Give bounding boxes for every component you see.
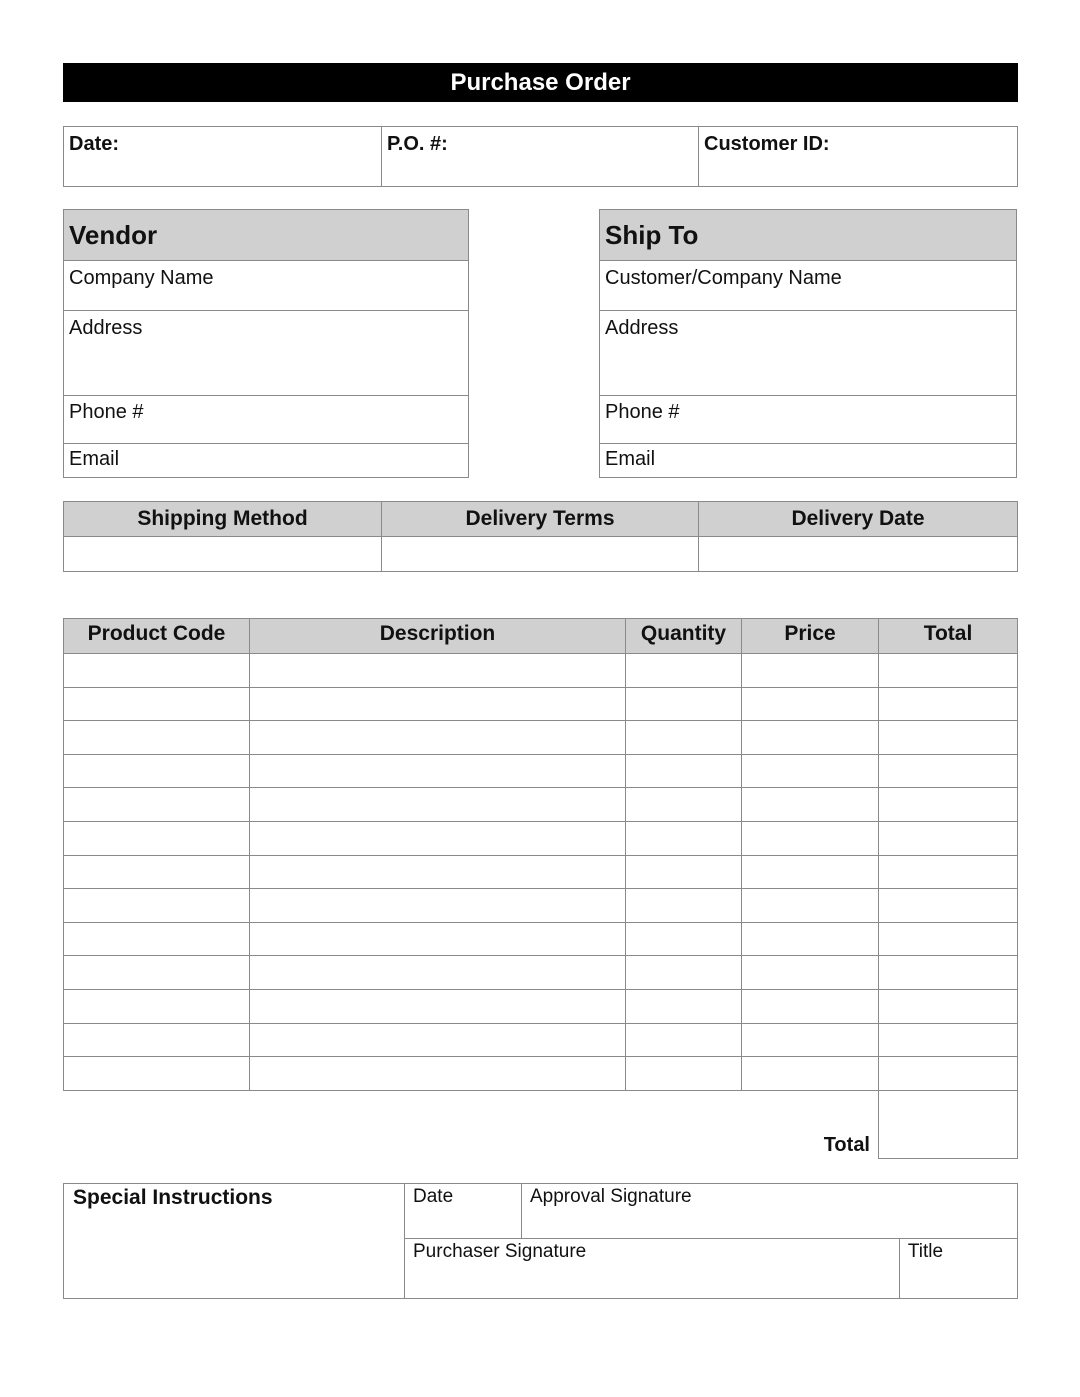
product-code-cell[interactable] xyxy=(64,687,250,721)
total-cell[interactable] xyxy=(879,889,1018,923)
vendor-phone-field[interactable]: Phone # xyxy=(64,396,469,444)
price-cell[interactable] xyxy=(742,821,879,855)
customer-id-field[interactable] xyxy=(699,127,1018,187)
date-field[interactable] xyxy=(64,127,382,187)
total-cell[interactable] xyxy=(879,687,1018,721)
total-cell[interactable] xyxy=(879,1023,1018,1057)
product-code-cell[interactable] xyxy=(64,654,250,688)
price-cell[interactable] xyxy=(742,754,879,788)
price-cell[interactable] xyxy=(742,654,879,688)
product-code-cell[interactable] xyxy=(64,855,250,889)
quantity-cell[interactable] xyxy=(626,687,742,721)
table-row xyxy=(64,855,1018,889)
price-cell[interactable] xyxy=(742,956,879,990)
line-items-body xyxy=(64,654,1018,1091)
product-code-cell[interactable] xyxy=(64,821,250,855)
vendor-email-field[interactable]: Email xyxy=(64,444,469,478)
total-cell[interactable] xyxy=(879,821,1018,855)
quantity-cell[interactable] xyxy=(626,989,742,1023)
ship-to-phone-field[interactable]: Phone # xyxy=(600,396,1017,444)
total-cell[interactable] xyxy=(879,1057,1018,1091)
quantity-cell[interactable] xyxy=(626,754,742,788)
date-label: Date: xyxy=(69,133,120,155)
title-field[interactable] xyxy=(899,1239,1017,1299)
description-cell[interactable] xyxy=(250,788,626,822)
product-code-cell[interactable] xyxy=(64,922,250,956)
description-cell[interactable] xyxy=(250,754,626,788)
table-row xyxy=(64,754,1018,788)
price-cell[interactable] xyxy=(742,788,879,822)
price-cell[interactable] xyxy=(742,989,879,1023)
total-cell[interactable] xyxy=(879,721,1018,755)
grand-total-label: Total xyxy=(823,1134,870,1156)
table-row xyxy=(64,956,1018,990)
price-cell[interactable] xyxy=(742,687,879,721)
description-cell[interactable] xyxy=(250,855,626,889)
description-header: Description xyxy=(250,619,626,654)
description-cell[interactable] xyxy=(250,654,626,688)
description-cell[interactable] xyxy=(250,821,626,855)
quantity-cell[interactable] xyxy=(626,855,742,889)
ship-to-heading: Ship To xyxy=(600,210,1017,261)
quantity-cell[interactable] xyxy=(626,889,742,923)
delivery-date-header: Delivery Date xyxy=(699,502,1018,537)
approval-signature-label: Approval Signature xyxy=(530,1186,692,1207)
total-cell[interactable] xyxy=(879,855,1018,889)
price-cell[interactable] xyxy=(742,721,879,755)
total-header: Total xyxy=(879,619,1018,654)
title-label: Title xyxy=(907,1241,944,1262)
special-instructions-label: Special Instructions xyxy=(73,1186,273,1209)
approval-date-label: Date xyxy=(413,1186,454,1207)
table-row xyxy=(64,1023,1018,1057)
quantity-cell[interactable] xyxy=(626,721,742,755)
quantity-cell[interactable] xyxy=(626,1057,742,1091)
vendor-address-field[interactable]: Address xyxy=(64,311,469,396)
ship-to-email-field[interactable]: Email xyxy=(600,444,1017,478)
vendor-heading: Vendor xyxy=(64,210,469,261)
purchaser-signature-field[interactable] xyxy=(405,1239,900,1299)
shipping-table xyxy=(63,501,1018,572)
product-code-cell[interactable] xyxy=(64,989,250,1023)
ship-to-company-field[interactable]: Customer/Company Name xyxy=(600,261,1017,311)
approval-date-field[interactable] xyxy=(405,1184,522,1239)
ship-to-address-field[interactable]: Address xyxy=(600,311,1017,396)
product-code-cell[interactable] xyxy=(64,754,250,788)
table-row xyxy=(64,654,1018,688)
delivery-terms-field[interactable] xyxy=(382,537,699,572)
table-row xyxy=(64,721,1018,755)
price-cell[interactable] xyxy=(742,922,879,956)
table-row xyxy=(64,687,1018,721)
shipping-method-field[interactable] xyxy=(64,537,382,572)
quantity-cell[interactable] xyxy=(626,821,742,855)
shipping-method-header: Shipping Method xyxy=(64,502,382,537)
table-row xyxy=(64,1057,1018,1091)
total-cell[interactable] xyxy=(879,922,1018,956)
total-cell[interactable] xyxy=(879,654,1018,688)
description-cell[interactable] xyxy=(250,687,626,721)
purchaser-signature-label: Purchaser Signature xyxy=(413,1241,587,1262)
description-cell[interactable] xyxy=(250,956,626,990)
quantity-cell[interactable] xyxy=(626,922,742,956)
table-row xyxy=(64,821,1018,855)
quantity-cell[interactable] xyxy=(626,1023,742,1057)
description-cell[interactable] xyxy=(250,889,626,923)
description-cell[interactable] xyxy=(250,1023,626,1057)
total-cell[interactable] xyxy=(879,956,1018,990)
table-row xyxy=(64,922,1018,956)
po-number-field[interactable] xyxy=(382,127,699,187)
delivery-terms-header: Delivery Terms xyxy=(382,502,699,537)
approval-section xyxy=(63,1183,1018,1299)
delivery-date-field[interactable] xyxy=(699,537,1018,572)
table-row xyxy=(64,889,1018,923)
description-cell[interactable] xyxy=(250,922,626,956)
price-cell[interactable] xyxy=(742,889,879,923)
product-code-cell[interactable] xyxy=(64,956,250,990)
special-instructions-field[interactable] xyxy=(64,1184,405,1299)
customer-id-label: Customer ID: xyxy=(704,133,830,155)
price-header: Price xyxy=(742,619,879,654)
quantity-cell[interactable] xyxy=(626,654,742,688)
price-cell[interactable] xyxy=(742,1057,879,1091)
quantity-header: Quantity xyxy=(626,619,742,654)
vendor-section xyxy=(63,209,469,478)
line-items-table xyxy=(63,618,1018,1091)
description-cell[interactable] xyxy=(250,1057,626,1091)
po-number-label: P.O. #: xyxy=(387,133,448,155)
price-cell[interactable] xyxy=(742,1023,879,1057)
total-cell[interactable] xyxy=(879,989,1018,1023)
table-row xyxy=(64,989,1018,1023)
product-code-cell[interactable] xyxy=(64,788,250,822)
table-row xyxy=(64,788,1018,822)
vendor-company-field[interactable]: Company Name xyxy=(64,261,469,311)
product-code-cell[interactable] xyxy=(64,721,250,755)
grand-total-field[interactable] xyxy=(878,1089,1018,1159)
approval-signature-field[interactable] xyxy=(522,1184,1018,1239)
quantity-cell[interactable] xyxy=(626,956,742,990)
product-code-cell[interactable] xyxy=(64,1023,250,1057)
product-code-header: Product Code xyxy=(64,619,250,654)
price-cell[interactable] xyxy=(742,855,879,889)
product-code-cell[interactable] xyxy=(64,1057,250,1091)
page-title: Purchase Order xyxy=(63,63,1018,102)
total-cell[interactable] xyxy=(879,788,1018,822)
total-cell[interactable] xyxy=(879,754,1018,788)
product-code-cell[interactable] xyxy=(64,889,250,923)
description-cell[interactable] xyxy=(250,721,626,755)
description-cell[interactable] xyxy=(250,989,626,1023)
order-header-fields xyxy=(63,126,1018,187)
quantity-cell[interactable] xyxy=(626,788,742,822)
ship-to-section xyxy=(599,209,1017,478)
